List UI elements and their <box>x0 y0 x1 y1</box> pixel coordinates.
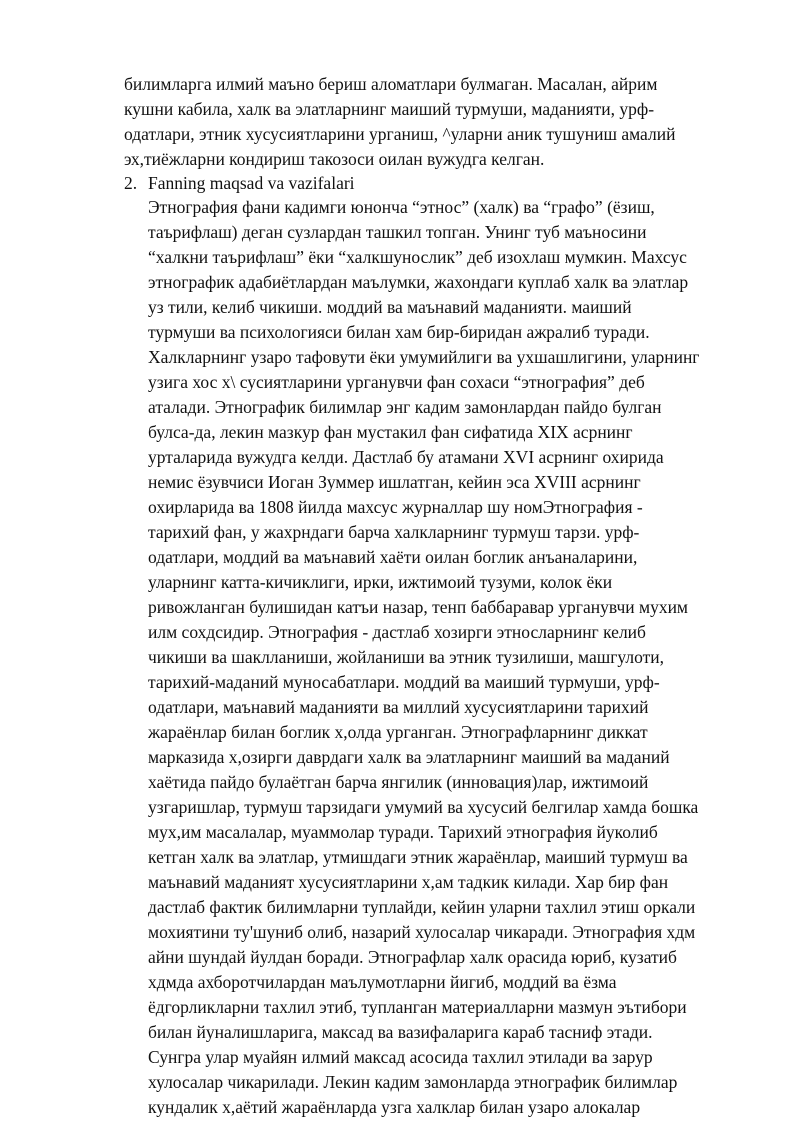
body-line: урталарида вужудга келди. Дастлаб бу атамани XVI асрнинг охирида <box>148 447 664 467</box>
section-number: 2. <box>124 173 138 193</box>
body-line: тарихий-маданий муносабатлари. моддий ва маиший турмуши, урф- <box>148 672 660 692</box>
body-line: Сунгра улар муайян илмий максад асосида тахлил этилади ва зарур <box>148 1047 653 1067</box>
body-line: одатлари, маънавий маданияти ва миллий хусусиятларини тарихий <box>148 697 649 717</box>
body-line: таърифлаш) деган сузлардан ташкил топган. Унинг туб маъносини <box>148 222 647 242</box>
body-line: кетган халк ва элатлар, утмишдаги этник жараёнлар, маиший турмуш ва <box>148 847 688 867</box>
body-line: узгаришлар, турмуш тарзидаги умумий ва хусусий белгилар хамда бошка <box>148 797 699 817</box>
body-line: Халкларнинг узаро тафовути ёки умумийлиги ва ухшашлигини, уларнинг <box>148 347 700 367</box>
body-line: жараёнлар билан боглик х,олда урганган. Этнографларнинг диккат <box>148 722 648 742</box>
body-line: этнографик адабиётлардан маълумки, жахондаги куплаб халк ва элатлар <box>148 272 689 292</box>
body-line: айни шундай йулдан боради. Этнографлар халк орасида юриб, кузатиб <box>148 947 677 967</box>
body-line: булса-да, лекин мазкур фан мустакил фан сифатида XIX асрнинг <box>148 422 633 442</box>
body-line: аталади. Этнографик билимлар энг кадим замонлардан пайдо булган <box>148 397 662 417</box>
body-line: мохиятини ту'шуниб олиб, назарий хулосалар чикаради. Этнография хдм <box>148 922 696 942</box>
body-line: чикиши ва шаклланиши, жойланиши ва этник тузилиши, машгулоти, <box>148 647 665 667</box>
body-line: “халкни таърифлаш” ёки “халкшунослик” деб изохлаш мумкин. Махсус <box>148 247 687 267</box>
body-line: ривожланган булишидан катъи назар, тенп баббаравар урганувчи мухим <box>148 597 689 617</box>
body-line: хулосалар чикарилади. Лекин кадим замонларда этнографик билимлар <box>148 1072 678 1092</box>
section-heading: Fanning maqsad va vazifalari <box>148 173 355 193</box>
body-line: марказида х,озирги даврдаги халк ва элатларнинг маиший ва маданий <box>148 747 670 767</box>
body-line: кундалик х,аётий жараёнларда узга халклар билан узаро алокалар <box>148 1097 641 1117</box>
body-line: билан йуналишларига, максад ва вазифаларига караб тасниф этади. <box>148 1022 653 1042</box>
body-line: узига хос х\ сусиятларини урганувчи фан сохаси “этнография” деб <box>148 372 645 392</box>
body-line: охирларида ва 1808 йилда махсус журналлар шу номЭтнография - <box>148 497 643 517</box>
body-line: ёдгорликларни тахлил этиб, тупланган материалларни мазмун эътибори <box>148 997 687 1017</box>
intro-line: билимларга илмий маъно бериш аломатлари булмаган. Масалан, айрим <box>124 74 658 94</box>
body-line: немис ёзувчиси Иоган Зуммер ишлатган, кейин эса XVIII асрнинг <box>148 472 641 492</box>
body-line: Этнография фани кадимги юнонча “этнос” (халк) ва “графо” (ёзиш, <box>148 197 655 217</box>
body-line: мух,им масалалар, муаммолар туради. Тарихий этнография йуколиб <box>148 822 658 842</box>
body-line: хаётида пайдо булаётган барча янгилик (инновация)лар, ижтимоий <box>148 772 649 792</box>
body-line: дастлаб фактик билимларни туплайди, кейин уларни тахлил этиш оркали <box>148 897 696 917</box>
body-line: маънавий маданият хусусиятларини х,ам тадкик килади. Хар бир фан <box>148 872 669 892</box>
body-line: турмуши ва психологияси билан хам бир-биридан ажралиб туради. <box>148 322 650 342</box>
body-line: хдмда ахборотчилардан маълумотларни йигиб, моддий ва ёзма <box>148 972 617 992</box>
body-line: илм сохдсидир. Этнография - дастлаб хозирги этносларнинг келиб <box>148 622 646 642</box>
body-line: уларнинг катта-кичиклиги, ирки, ижтимоий тузуми, колок ёки <box>148 572 613 592</box>
intro-line: эх,тиёжларни кондириш такозоси оилан вужудга келган. <box>124 149 545 169</box>
body-line: уз тили, келиб чикиши. моддий ва маънавий маданияти. маиший <box>148 297 632 317</box>
intro-line: одатлари, этник хусусиятларини урганиш, ^уларни аник тушуниш амалий <box>124 124 676 144</box>
intro-line: кушни кабила, халк ва элатларнинг маиший турмуши, маданияти, урф- <box>124 99 655 119</box>
body-line: тарихий фан, у жахрндаги барча халкларнинг турмуш тарзи. урф- <box>148 522 640 542</box>
body-line: одатлари, моддий ва маънавий хаёти оилан боглик анъаналарини, <box>148 547 638 567</box>
